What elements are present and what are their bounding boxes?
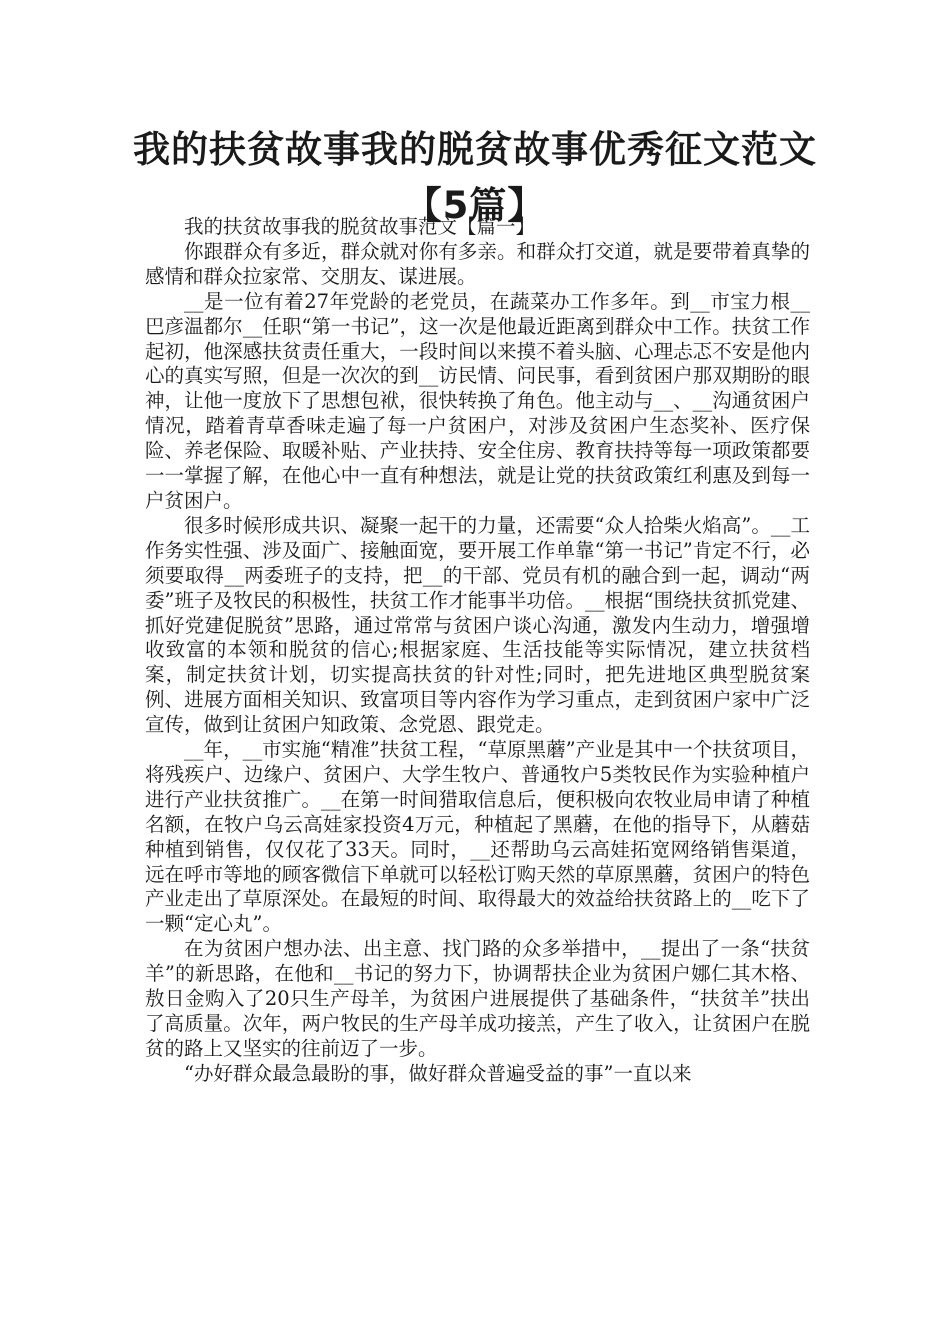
paragraph-6: “办好群众最急最盼的事，做好群众普遍受益的事”一直以来 xyxy=(184,1061,692,1085)
paragraph-2: __是一位有着27年党龄的老党员，在蔬菜办工作多年。到__市宝力根__巴彦温都尔__任职“第一书记”，这一次是他最近距离到群众中工作。扶贫工作起初，他深感扶贫责任重大，一段时间以来摸不着头脑、心理忐忑不安是他内心的真实写照，但是一次次的到__访民情、问民事，看到贫困户那双期盼的眼神，让他一度放下了思想包袱，很快转换了角色。他主动与__、__沟通贫困户情况，踏着青草香味走遍了每一户贫困户，对涉及贫困户生态奖补、医疗保险、养老保险、取暖补贴、产业扶持、安全住房、教育扶持等每一项政策都要一一掌握了解，在他心中一直有种想法，就是让党的扶贫政策红利惠及到每一户贫困户。 xyxy=(145,289,810,512)
paragraph-1: 你跟群众有多近，群众就对你有多亲。和群众打交道，就是要带着真挚的感情和群众拉家常、交朋友、谋进展。 xyxy=(145,239,810,288)
paragraph-5: 在为贫困户想办法、出主意、找门路的众多举措中，__提出了一条“扶贫羊”的新思路，在他和__书记的努力下，协调帮扶企业为贫困户娜仁其木格、敖日金购入了20只生产母羊，为贫困户进展提供了基础条件，“扶贫羊”扶出了高质量。次年，两户牧民的生产母羊成功接羔，产生了收入，让贫困户在脱贫的路上又坚实的往前迈了一步。 xyxy=(145,937,810,1060)
document-title: 我的扶贫故事我的脱贫故事优秀征文范文【5篇】 xyxy=(133,128,817,227)
section-heading: 我的扶贫故事我的脱贫故事范文【篇一】 xyxy=(184,215,536,238)
paragraph-3: 很多时候形成共识、凝聚一起干的力量，还需要“众人拾柴火焰高”。__工作务实性强、涉及面广、接触面宽，要开展工作单靠“第一书记”肯定不行，必须要取得__两委班子的支持，把__的干部、党员有机的融合到一起，调动“两委”班子及牧民的积极性，扶贫工作才能事半功倍。__根据“围绕扶贫抓党建、抓好党建促脱贫”思路，通过常常与贫困户谈心沟通，激发内生动力，增强增收致富的本领和脱贫的信心;根据家庭、生活技能等实际情况，建立扶贫档案，制定扶贫计划，切实提高扶贫的针对性;同时，把先进地区典型脱贫案例、进展方面相关知识、致富项目等内容作为学习重点，走到贫困户家中广泛宣传，做到让贫困户知政策、念党恩、跟党走。 xyxy=(145,513,810,737)
paragraph-4: __年，__市实施“精准”扶贫工程，“草原黑蘑”产业是其中一个扶贫项目，将残疾户、边缘户、贫困户、大学生牧户、普通牧户5类牧民作为实验种植户进行产业扶贫推广。__在第一时间猎取信息后，便积极向农牧业局申请了种植名额，在牧户乌云高娃家投资4万元，种植起了黑蘑，在他的指导下，从蘑菇种植到销售，仅仅花了33天。同时，__还帮助乌云高娃拓宽网络销售渠道，远在呼市等地的顾客微信下单就可以轻松订购天然的草原黑蘑，贫困户的特色产业走出了草原深处。在最短的时间、取得最大的效益给扶贫路上的__吃下了一颗“定心丸”。 xyxy=(145,738,810,936)
document-body xyxy=(145,215,810,1087)
